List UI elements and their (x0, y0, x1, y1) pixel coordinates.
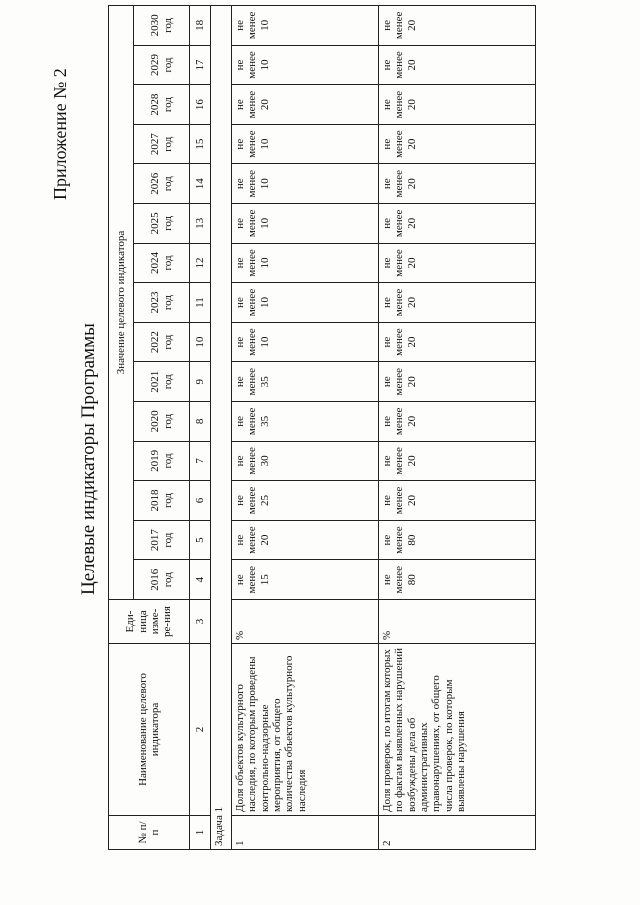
value-cell: не менее 20 (379, 6, 536, 46)
column-number: 17 (190, 45, 211, 85)
header-value-group: Значение целевого индикатора (109, 6, 134, 600)
task-label: Задача 1 (211, 6, 232, 850)
year-header: 2025 год (134, 204, 190, 244)
value-cell: не менее 20 (379, 322, 536, 362)
year-header: 2016 год (134, 560, 190, 600)
value-cell: не менее 10 (232, 322, 379, 362)
year-header: 2026 год (134, 164, 190, 204)
indicator-name: Доля проверок, по итогам которых по фактам выявленных нарушений возбуждены дела об административных правонарушениях, от общего числа проверок, по которым выявлены нарушения (379, 644, 536, 816)
column-number: 2 (190, 644, 211, 816)
value-cell: не менее 25 (232, 481, 379, 521)
row-number: 1 (232, 816, 379, 850)
indicators-table (108, 5, 536, 850)
table-row (232, 6, 379, 850)
value-cell: не менее 10 (232, 204, 379, 244)
indicator-name: Доля объектов культурного наследия, по которым проведены контрольно-надзорные мероприятия, от общего количества объектов культурного наследия (232, 644, 379, 816)
page-title: Целевые индикаторы Программы (78, 323, 99, 595)
value-cell: не менее 20 (379, 243, 536, 283)
column-number: 6 (190, 481, 211, 521)
value-cell: не менее 20 (379, 124, 536, 164)
column-number: 10 (190, 322, 211, 362)
column-number: 3 (190, 600, 211, 644)
table-row (379, 6, 536, 850)
year-header: 2030 год (134, 6, 190, 46)
header-name: Наименование целевого индикатора (109, 644, 190, 816)
value-cell: не менее 20 (379, 164, 536, 204)
value-cell: не менее 20 (232, 85, 379, 125)
header-unit: Еди-ница изме-ре-ния (109, 600, 190, 644)
column-number: 15 (190, 124, 211, 164)
value-cell: не менее 20 (379, 283, 536, 323)
value-cell: не менее 80 (379, 520, 536, 560)
value-cell: не менее 80 (379, 560, 536, 600)
value-cell: не менее 10 (232, 45, 379, 85)
column-number: 13 (190, 204, 211, 244)
column-number: 16 (190, 85, 211, 125)
value-cell: не менее 20 (379, 402, 536, 442)
appendix-title: Приложение № 2 (50, 68, 70, 200)
column-number: 14 (190, 164, 211, 204)
value-cell: не менее 20 (379, 85, 536, 125)
value-cell: не менее 20 (379, 204, 536, 244)
value-cell: не менее 35 (232, 402, 379, 442)
column-number: 12 (190, 243, 211, 283)
column-number: 8 (190, 402, 211, 442)
year-header: 2018 год (134, 481, 190, 521)
unit-cell: % (232, 600, 379, 644)
value-cell: не менее 10 (232, 124, 379, 164)
value-cell: не менее 20 (232, 520, 379, 560)
column-number: 9 (190, 362, 211, 402)
year-header: 2028 год (134, 85, 190, 125)
column-number: 4 (190, 560, 211, 600)
year-header: 2021 год (134, 362, 190, 402)
value-cell: не менее 10 (232, 164, 379, 204)
row-number: 2 (379, 816, 536, 850)
year-header: 2022 год (134, 322, 190, 362)
value-cell: не менее 10 (232, 283, 379, 323)
column-number: 11 (190, 283, 211, 323)
value-cell: не менее 35 (232, 362, 379, 402)
year-header: 2019 год (134, 441, 190, 481)
value-cell: не менее 20 (379, 441, 536, 481)
value-cell: не менее 15 (232, 560, 379, 600)
year-header: 2017 год (134, 520, 190, 560)
column-number: 5 (190, 520, 211, 560)
year-header: 2029 год (134, 45, 190, 85)
year-header: 2024 год (134, 243, 190, 283)
year-header: 2027 год (134, 124, 190, 164)
unit-cell: % (379, 600, 536, 644)
value-cell: не менее 10 (232, 6, 379, 46)
column-number: 7 (190, 441, 211, 481)
column-number: 1 (190, 816, 211, 850)
value-cell: не менее 20 (379, 481, 536, 521)
value-cell: не менее 20 (379, 362, 536, 402)
value-cell: не менее 10 (232, 243, 379, 283)
year-header: 2020 год (134, 402, 190, 442)
header-num: № п/п (109, 816, 190, 850)
value-cell: не менее 20 (379, 45, 536, 85)
value-cell: не менее 30 (232, 441, 379, 481)
year-header: 2023 год (134, 283, 190, 323)
column-number: 18 (190, 6, 211, 46)
